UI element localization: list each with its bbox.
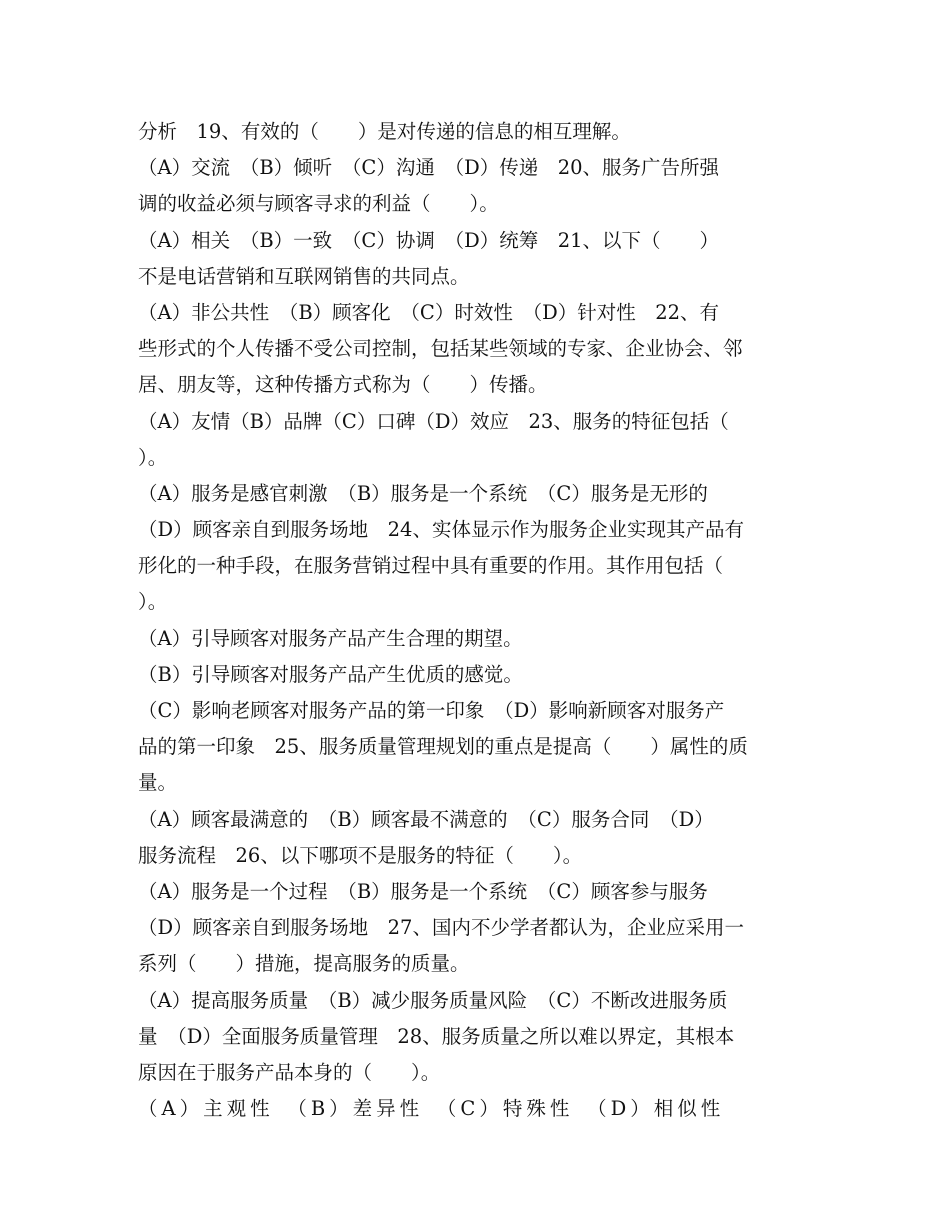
text-line-12: （D）顾客亲自到服务场地 24、实体显示作为服务企业实现其产品有 — [138, 518, 744, 542]
text-line-17: （C）影响老顾客对服务产品的第一印象 （D）影响新顾客对服务产 — [138, 699, 725, 722]
text-line-2: （A）交流 （B）倾听 （C）沟通 （D）传递 20、服务广告所强 — [138, 156, 720, 180]
text-line-5: 不是电话营销和互联网销售的共同点。 — [138, 264, 470, 288]
text-line-3: 调的收益必须与顾客寻求的利益（ ）。 — [138, 192, 499, 216]
text-line-16: （B）引导顾客对服务产品产生优质的感觉。 — [138, 662, 523, 686]
text-line-25: （A）提高服务质量 （B）减少服务质量风险 （C）不断改进服务质 — [138, 988, 728, 1012]
text-line-15: （A）引导顾客对服务产品产生合理的期望。 — [138, 626, 523, 650]
text-line-22: （A）服务是一个过程 （B）服务是一个系统 （C）顾客参与服务 — [138, 879, 708, 903]
text-line-10: ）。 — [138, 445, 168, 469]
text-line-19: 量。 — [138, 771, 178, 795]
text-line-6: （A）非公共性 （B）顾客化 （C）时效性 （D）针对性 22、有 — [138, 300, 720, 324]
text-line-27: 原因在于服务产品本身的（ ）。 — [138, 1060, 441, 1084]
text-line-21: 服务流程 26、以下哪项不是服务的特征（ ）。 — [138, 843, 583, 867]
question-text-block — [138, 114, 814, 1127]
text-line-18: 品的第一印象 25、服务质量管理规划的重点是提高（ ）属性的质 — [138, 735, 748, 759]
text-line-11: （A）服务是感官刺激 （B）服务是一个系统 （C）服务是无形的 — [138, 481, 708, 505]
text-line-7: 些形式的个人传播不受公司控制，包括某些领域的专家、企业协会、邻 — [138, 337, 743, 361]
text-line-26: 量 （D）全面服务质量管理 28、服务质量之所以难以界定，其根本 — [138, 1024, 735, 1048]
text-line-8: 居、朋友等，这种传播方式称为（ ）传播。 — [138, 373, 548, 397]
text-line-23: （D）顾客亲自到服务场地 27、国内不少学者都认为，企业应采用一 — [138, 916, 744, 940]
text-line-14: ）。 — [138, 590, 168, 614]
text-line-9: （A）友情（B）品牌（C）口碑（D）效应 23、服务的特征包括（ — [138, 409, 729, 433]
text-line-24: 系列（ ）措施，提高服务的质量。 — [138, 952, 470, 976]
text-line-13: 形化的一种手段，在服务营销过程中具有重要的作用。其作用包括（ — [138, 554, 724, 578]
text-line-28: （A）主观性 （B）差异性 （C）特殊性 （D）相似性 — [138, 1097, 725, 1121]
text-line-1: 分析 19、有效的（ ）是对传递的信息的相互理解。 — [138, 120, 631, 143]
text-line-4: （A）相关 （B）一致 （C）协调 （D）统筹 21、以下（ ） — [138, 228, 720, 252]
text-line-20: （A）顾客最满意的 （B）顾客最不满意的 （C）服务合同 （D） — [138, 807, 714, 831]
